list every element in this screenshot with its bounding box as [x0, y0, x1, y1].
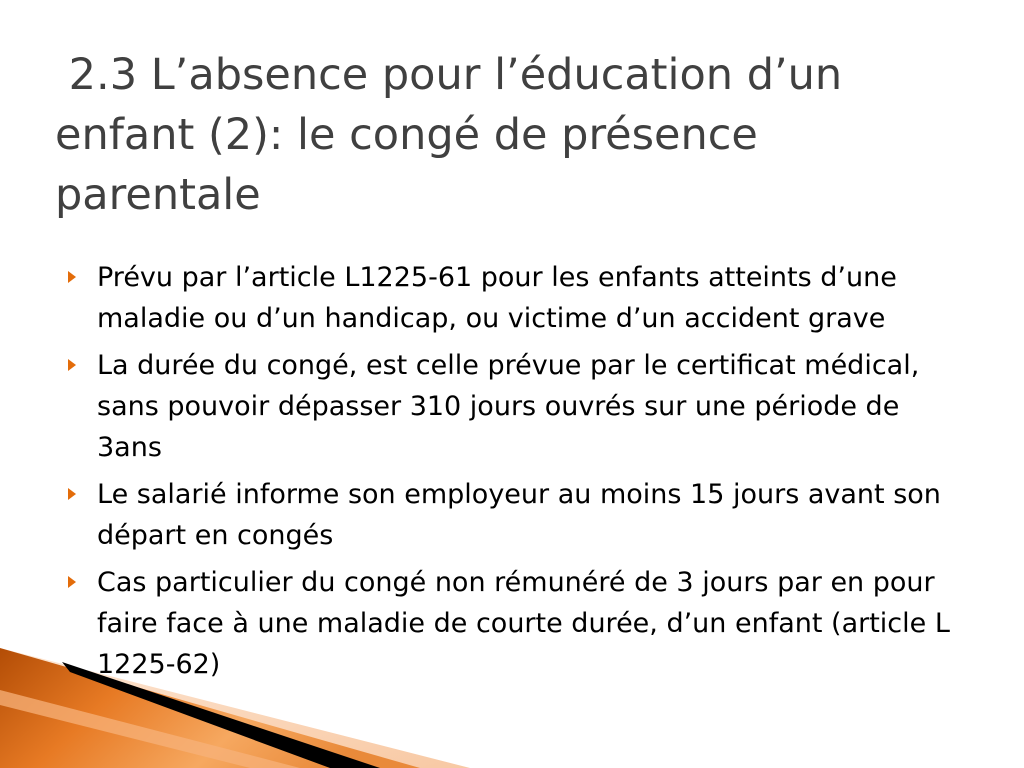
arrow-bullet-icon — [68, 359, 76, 371]
bullet-item — [66, 257, 956, 339]
arrow-bullet-icon — [68, 576, 76, 588]
bullet-text: Cas particulier du congé non rémunéré de 3 jours par en pour faire face à une maladie de courte durée, d’un enfant (article L 1225-62) — [97, 567, 950, 680]
bullet-item — [66, 474, 956, 556]
bullet-text: Prévu par l’article L1225-61 pour les enfants atteints d’une maladie ou d’un handicap, ou victime d’un accident grave — [97, 262, 897, 334]
bullet-text: Le salarié informe son employeur au moins 15 jours avant son départ en congés — [97, 479, 941, 551]
bullet-text: La durée du congé, est celle prévue par le certificat médical, sans pouvoir dépasser 310 jours ouvrés sur une période de 3ans — [97, 350, 920, 463]
bullet-item — [66, 562, 956, 685]
slide-title: 2.3 L’absence pour l’éducation d’un enfant (2): le congé de présence parentale — [55, 50, 856, 220]
arrow-bullet-icon — [68, 271, 76, 283]
bullet-list — [66, 257, 956, 691]
arrow-bullet-icon — [68, 488, 76, 500]
bullet-item — [66, 345, 956, 468]
